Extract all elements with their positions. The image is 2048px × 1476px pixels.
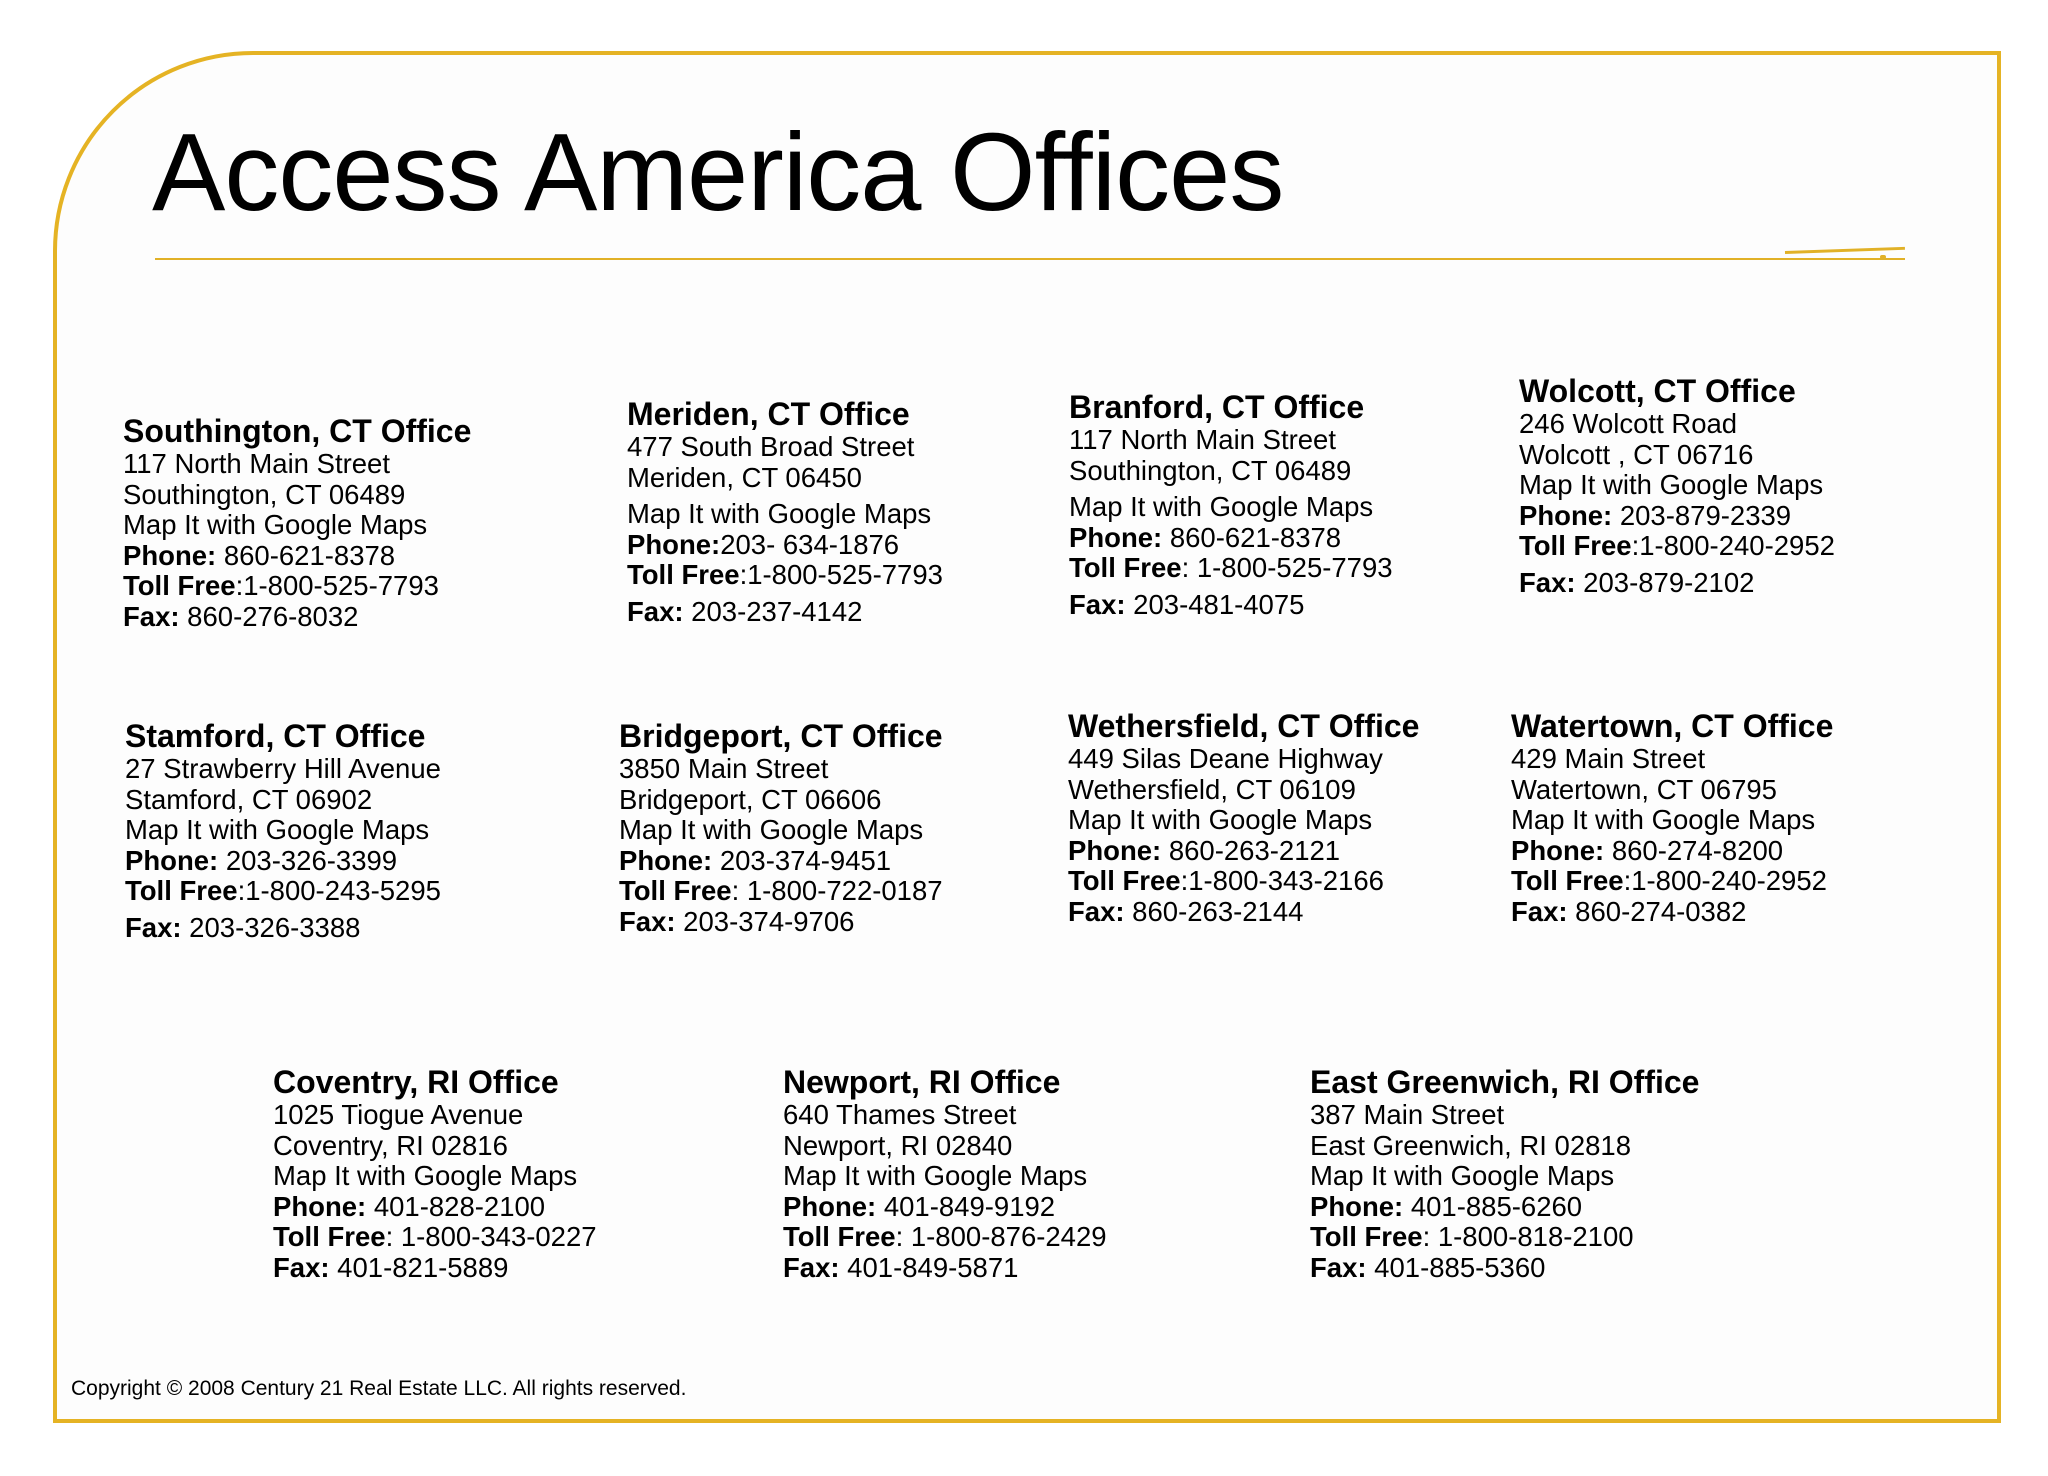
office-name: Newport, RI Office [783,1064,1061,1100]
office-street: 429 Main Street [1511,743,1706,774]
fax-value: 203-481-4075 [1125,588,1305,620]
fax-value: 401-821-5889 [329,1251,509,1283]
fax-label: Fax: [1069,588,1126,620]
office-southington [123,413,471,632]
office-fax [1519,568,1835,599]
office-toll-free [1310,1222,1699,1253]
office-name: Wethersfield, CT Office [1068,708,1420,744]
toll-free-label: Toll Free [123,570,236,601]
office-fax [1068,897,1419,928]
office-street: 640 Thames Street [783,1099,1017,1130]
office-street: 1025 Tiogue Avenue [273,1099,524,1130]
office-toll-free [627,560,943,591]
fax-value: 203-879-2102 [1575,566,1755,598]
toll-free-value: :1-800-240-2952 [1623,865,1827,896]
office-city: Meriden, CT 06450 [627,461,862,493]
map-link[interactable]: Map It with Google Maps [123,509,428,540]
map-link[interactable]: Map It with Google Maps [1310,1160,1615,1191]
phone-label: Phone: [783,1190,877,1222]
office-toll-free [1069,553,1393,584]
office-coventry [273,1064,597,1283]
map-link[interactable]: Map It with Google Maps [1519,469,1824,500]
fax-value: 401-885-5360 [1366,1251,1546,1283]
phone-value: 401-849-9192 [876,1190,1056,1222]
office-toll-free [125,876,441,907]
office-city: East Greenwich, RI 02818 [1310,1129,1632,1161]
toll-free-value: : 1-800-818-2100 [1422,1221,1634,1252]
office-street: 117 North Main Street [123,448,390,479]
phone-label: Phone: [1069,521,1163,553]
fax-value: 860-263-2144 [1124,895,1304,927]
phone-label: Phone: [1519,499,1613,531]
toll-free-label: Toll Free [125,875,238,906]
copyright-notice: Copyright © 2008 Century 21 Real Estate LLC. All rights reserved. [71,1377,687,1400]
office-fax [273,1253,597,1284]
phone-value: 203- 634-1876 [720,528,900,560]
fax-value: 203-237-4142 [683,595,863,627]
office-toll-free [1068,866,1419,897]
map-link[interactable]: Map It with Google Maps [273,1160,578,1191]
toll-free-label: Toll Free [1519,530,1632,561]
office-fax [1511,897,1833,928]
map-link[interactable]: Map It with Google Maps [125,814,430,845]
fax-value: 203-326-3388 [181,911,361,943]
fax-label: Fax: [125,911,182,943]
phone-label: Phone: [273,1190,367,1222]
map-link[interactable]: Map It with Google Maps [627,498,932,529]
toll-free-label: Toll Free [1511,865,1624,896]
office-wolcott [1519,373,1835,598]
fax-label: Fax: [783,1251,840,1283]
phone-value: 203-879-2339 [1612,499,1792,531]
office-wethersfield [1068,708,1419,927]
fax-label: Fax: [1068,895,1125,927]
title-divider-dot [1880,255,1886,259]
toll-free-value: :1-800-343-2166 [1180,865,1384,896]
office-fax [783,1253,1107,1284]
office-name: Branford, CT Office [1069,389,1365,425]
office-watertown [1511,708,1833,927]
office-street: 387 Main Street [1310,1099,1505,1130]
map-link[interactable]: Map It with Google Maps [1511,804,1816,835]
office-stamford [125,718,441,943]
office-phone [1310,1192,1699,1223]
office-phone [1068,836,1419,867]
office-city: Coventry, RI 02816 [273,1129,508,1161]
fax-label: Fax: [1511,895,1568,927]
phone-label: Phone: [123,539,217,571]
toll-free-value: : 1-800-722-0187 [731,875,943,906]
office-branford [1069,389,1393,620]
office-toll-free [1519,531,1835,562]
office-phone [123,541,471,572]
toll-free-value: :1-800-525-7793 [739,559,943,590]
office-street: 477 South Broad Street [627,431,915,462]
office-fax [1310,1253,1699,1284]
office-city: Stamford, CT 06902 [125,783,373,815]
fax-value: 203-374-9706 [675,905,855,937]
fax-label: Fax: [1310,1251,1367,1283]
office-name: East Greenwich, RI Office [1310,1064,1700,1100]
office-toll-free [1511,866,1833,897]
office-city: Newport, RI 02840 [783,1129,1013,1161]
office-name: Coventry, RI Office [273,1064,559,1100]
office-city: Wolcott , CT 06716 [1519,438,1754,470]
office-name: Wolcott, CT Office [1519,373,1796,409]
office-city: Southington, CT 06489 [123,478,406,510]
toll-free-label: Toll Free [1068,865,1181,896]
office-name: Stamford, CT Office [125,718,426,754]
map-link[interactable]: Map It with Google Maps [1068,804,1373,835]
fax-label: Fax: [627,595,684,627]
office-phone [783,1192,1107,1223]
phone-label: Phone: [125,844,219,876]
toll-free-value: :1-800-240-2952 [1631,530,1835,561]
office-fax [123,602,471,633]
office-toll-free [273,1222,597,1253]
office-street: 27 Strawberry Hill Avenue [125,753,441,784]
phone-label: Phone: [619,844,713,876]
phone-label: Phone: [1511,834,1605,866]
fax-label: Fax: [273,1251,330,1283]
toll-free-value: :1-800-243-5295 [237,875,441,906]
toll-free-label: Toll Free [1069,552,1182,583]
map-link[interactable]: Map It with Google Maps [1069,491,1374,522]
office-fax [627,597,943,628]
fax-value: 401-849-5871 [839,1251,1019,1283]
toll-free-label: Toll Free [783,1221,896,1252]
toll-free-value: : 1-800-525-7793 [1181,552,1393,583]
map-link[interactable]: Map It with Google Maps [783,1160,1088,1191]
fax-value: 860-276-8032 [179,600,359,632]
office-city: Watertown, CT 06795 [1511,773,1777,805]
fax-label: Fax: [123,600,180,632]
phone-value: 203-374-9451 [712,844,892,876]
toll-free-label: Toll Free [273,1221,386,1252]
office-meriden [627,396,943,627]
phone-value: 401-885-6260 [1403,1190,1583,1222]
toll-free-label: Toll Free [619,875,732,906]
office-name: Southington, CT Office [123,413,472,449]
office-fax [619,907,943,938]
fax-label: Fax: [1519,566,1576,598]
office-name: Watertown, CT Office [1511,708,1834,744]
office-city: Bridgeport, CT 06606 [619,783,882,815]
office-street: 246 Wolcott Road [1519,408,1738,439]
phone-value: 860-274-8200 [1604,834,1784,866]
office-phone [273,1192,597,1223]
office-east-greenwich [1310,1064,1699,1283]
office-phone [619,846,943,877]
page-title: Access America Offices [152,111,1284,234]
fax-value: 860-274-0382 [1567,895,1747,927]
phone-value: 860-621-8378 [216,539,396,571]
office-toll-free [783,1222,1107,1253]
office-toll-free [619,876,943,907]
office-name: Meriden, CT Office [627,396,910,432]
map-link[interactable]: Map It with Google Maps [619,814,924,845]
toll-free-value: : 1-800-343-0227 [385,1221,597,1252]
toll-free-value: : 1-800-876-2429 [895,1221,1107,1252]
office-phone [1511,836,1833,867]
office-name: Bridgeport, CT Office [619,718,943,754]
office-street: 449 Silas Deane Highway [1068,743,1383,774]
office-city: Wethersfield, CT 06109 [1068,773,1356,805]
office-toll-free [123,571,471,602]
toll-free-value: :1-800-525-7793 [235,570,439,601]
office-street: 117 North Main Street [1069,424,1336,455]
fax-label: Fax: [619,905,676,937]
office-phone [1519,501,1835,532]
phone-value: 860-263-2121 [1161,834,1341,866]
phone-label: Phone: [1068,834,1162,866]
phone-value: 860-621-8378 [1162,521,1342,553]
title-divider [155,258,1905,260]
office-phone [627,530,943,561]
toll-free-label: Toll Free [1310,1221,1423,1252]
phone-value: 401-828-2100 [366,1190,546,1222]
office-city: Southington, CT 06489 [1069,454,1352,486]
office-newport [783,1064,1107,1283]
office-phone [1069,523,1393,554]
toll-free-label: Toll Free [627,559,740,590]
phone-label: Phone: [627,528,721,560]
office-bridgeport [619,718,943,937]
office-fax [1069,590,1393,621]
office-fax [125,913,441,944]
office-phone [125,846,441,877]
office-street: 3850 Main Street [619,753,829,784]
phone-label: Phone: [1310,1190,1404,1222]
phone-value: 203-326-3399 [218,844,398,876]
